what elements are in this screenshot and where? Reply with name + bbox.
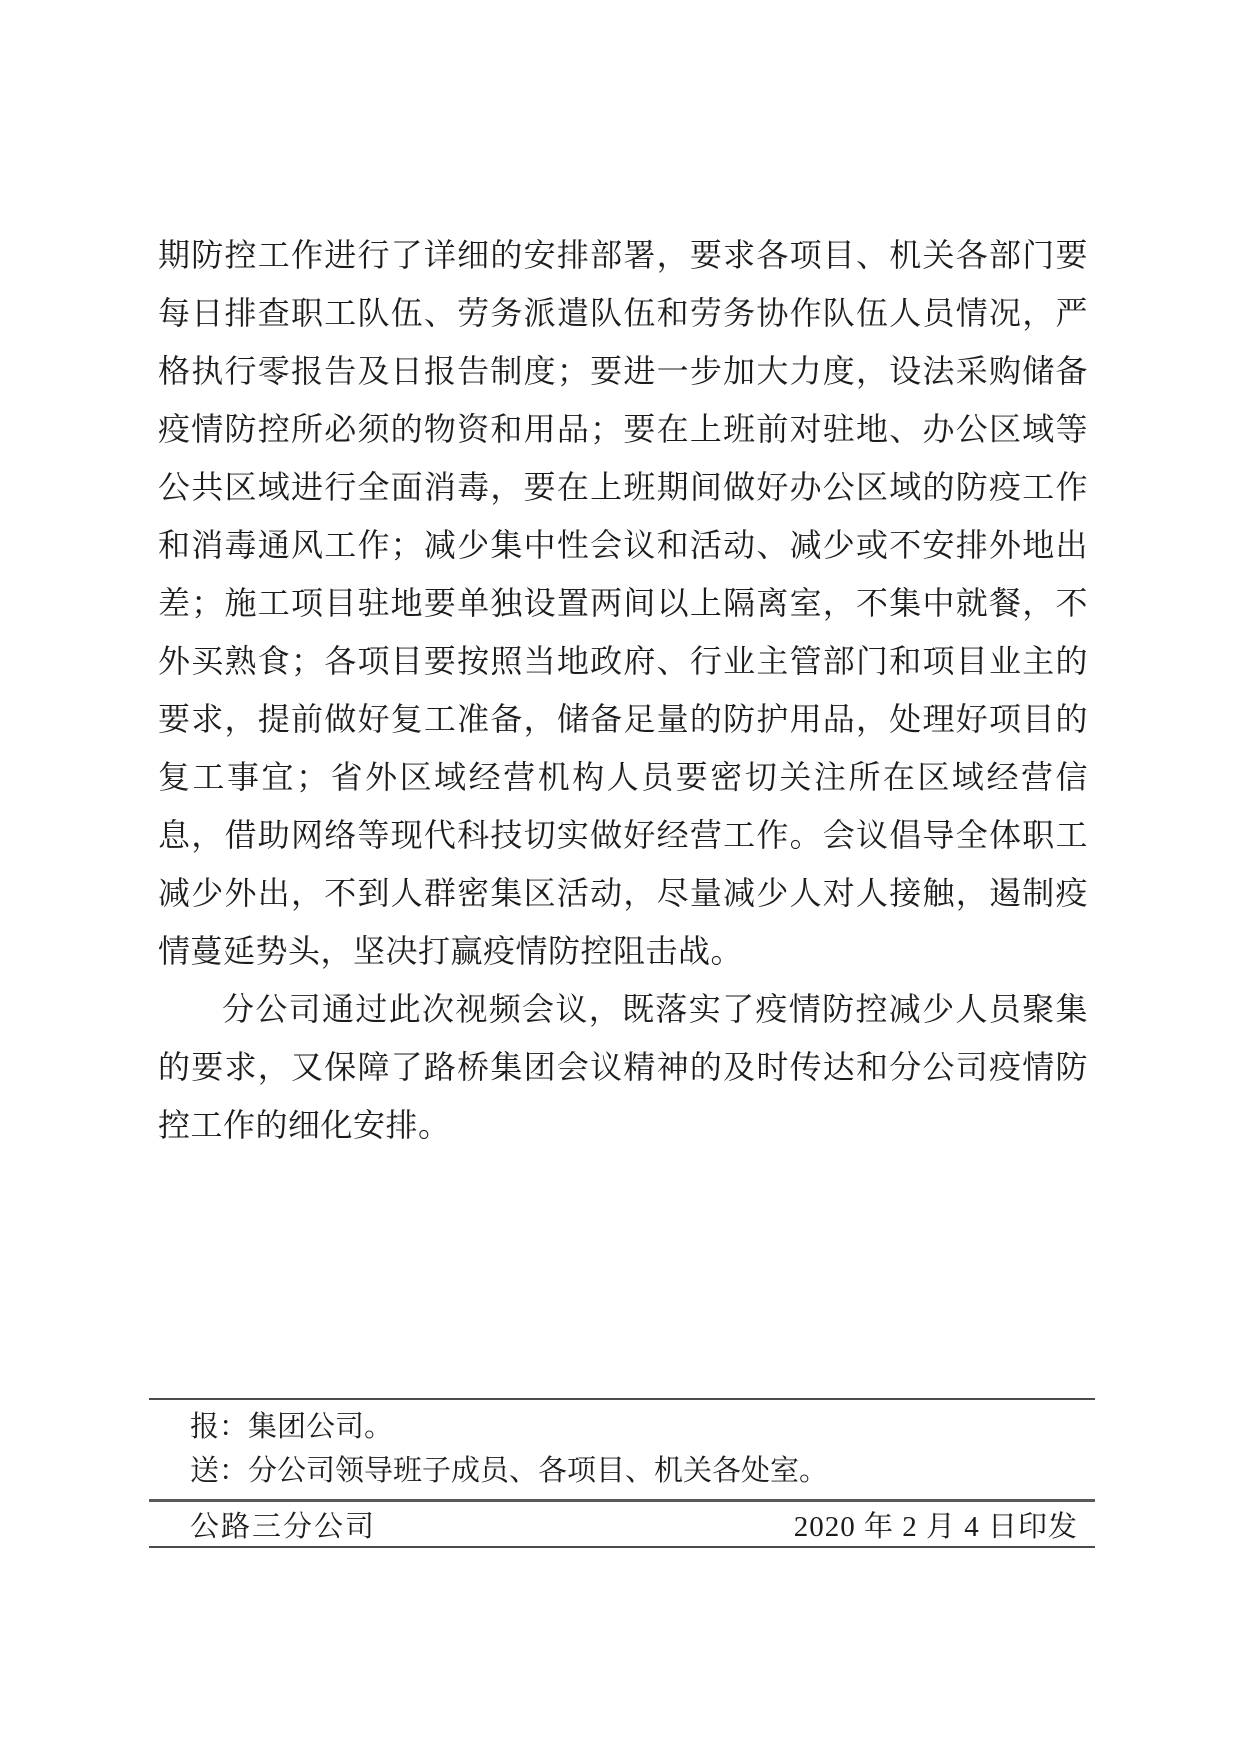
- body-line: 复工事宜；省外区域经营机构人员要密切关注所在区域经营信: [158, 759, 1088, 795]
- body-line: 外买熟食；各项目要按照当地政府、行业主管部门和项目业主的: [158, 643, 1088, 679]
- body-line: 疫情防控所必须的物资和用品；要在上班前对驻地、办公区域等: [158, 411, 1088, 447]
- body-line: 情蔓延势头，坚决打赢疫情防控阻击战。: [158, 933, 744, 969]
- distribution-row: 送：分公司领导班子成员、各项目、机关各处室。: [190, 1455, 829, 1487]
- colophon-issuer-row: [149, 1502, 1095, 1546]
- body-line: 减少外出，不到人群密集区活动，尽量减少人对人接触，遏制疫: [158, 875, 1088, 911]
- body-line: 控工作的细化安排。: [158, 1107, 451, 1143]
- distribution-row: 报：集团公司。: [190, 1411, 394, 1443]
- body-line: 每日排查职工队伍、劳务派遣队伍和劳务协作队伍人员情况，严: [158, 295, 1088, 331]
- body-line: 差；施工项目驻地要单独设置两间以上隔离室，不集中就餐，不: [158, 585, 1088, 621]
- body-line: 公共区域进行全面消毒，要在上班期间做好办公区域的防疫工作: [158, 469, 1088, 505]
- body-line: 要求，提前做好复工准备，储备足量的防护用品，处理好项目的: [158, 701, 1088, 737]
- body-line: 格执行零报告及日报告制度；要进一步加大力度，设法采购储备: [158, 353, 1088, 389]
- body-line: 分公司通过此次视频会议，既落实了疫情防控减少人员聚集: [222, 991, 1088, 1027]
- print-date: 2020 年 2 月 4 日印发: [793, 1510, 1078, 1543]
- colophon: [149, 1398, 1095, 1548]
- body-text: [158, 226, 1088, 1154]
- body-line: 和消毒通风工作；减少集中性会议和活动、减少或不安排外地出: [158, 527, 1088, 563]
- body-line: 息，借助网络等现代科技切实做好经营工作。会议倡导全体职工: [158, 817, 1088, 853]
- body-line: 的要求，又保障了路桥集团会议精神的及时传达和分公司疫情防: [158, 1049, 1088, 1085]
- body-line: 期防控工作进行了详细的安排部署，要求各项目、机关各部门要: [158, 237, 1088, 273]
- issuer-name: 公路三分公司: [190, 1510, 377, 1543]
- colophon-distribution: [149, 1400, 1095, 1499]
- colophon-bottom-rule: [149, 1546, 1095, 1548]
